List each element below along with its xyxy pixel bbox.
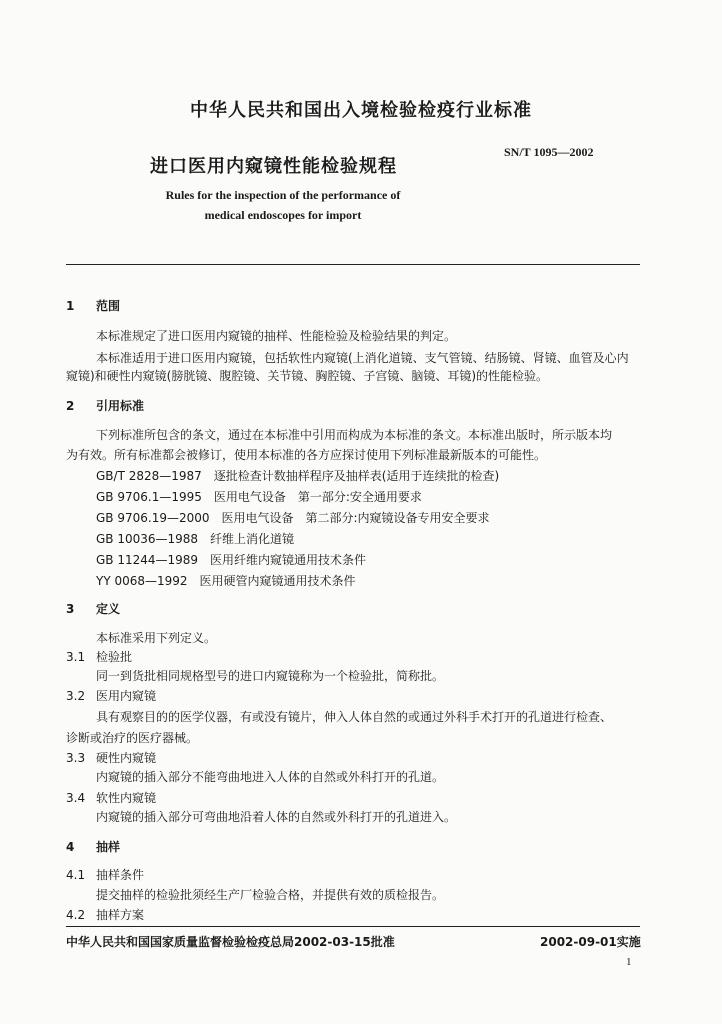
- reference-item: GB/T 2828—1987 逐批检查计数抽样程序及抽样表(适用于连续批的检查): [96, 469, 500, 483]
- paragraph: 本标准采用下列定义。: [96, 631, 217, 645]
- paragraph: 本标准适用于进口医用内窥镜，包括软性内窥镜(上消化道镜、支气管镜、结肠镜、肾镜、血管及心内: [96, 351, 629, 365]
- document-title-en-line1: Rules for the inspection of the performance of: [165, 188, 401, 202]
- section-3-heading: [66, 600, 120, 617]
- footer-divider: [66, 926, 640, 927]
- reference-item: GB 9706.1—1995 医用电气设备 第一部分:安全通用要求: [96, 490, 422, 504]
- section-2-heading: [66, 397, 144, 414]
- paragraph: 提交抽样的检验批须经生产厂检验合格，并提供有效的质检报告。: [96, 888, 445, 902]
- subsection-4-2-heading: 4.2 抽样方案: [66, 908, 145, 922]
- section-1-heading: [66, 297, 120, 314]
- reference-item: YY 0068—1992 医用硬管内窥镜通用技术条件: [96, 574, 356, 588]
- section-number: 2: [66, 399, 75, 413]
- reference-item: GB 10036—1988 纤维上消化道镜: [96, 532, 295, 546]
- definition-text: 诊断或治疗的医疗器械。: [66, 731, 199, 745]
- subsection-3-3-heading: 3.3 硬性内窥镜: [66, 751, 157, 765]
- definition-text: 具有观察目的的医学仪器，有或没有镜片，伸入人体自然的或通过外科手术打开的孔道进行检查、: [96, 710, 613, 724]
- section-4-heading: [66, 838, 120, 855]
- header-divider: [66, 264, 640, 265]
- section-number: 1: [66, 299, 75, 313]
- paragraph: 窥镜)和硬性内窥镜(膀胱镜、腹腔镜、关节镜、胸腔镜、子宫镜、脑镜、耳镜)的性能检验。: [66, 369, 549, 383]
- definition-text: 内窥镜的插入部分不能弯曲地进入人体的自然或外科打开的孔道。: [96, 770, 445, 784]
- paragraph: 本标准规定了进口医用内窥镜的抽样、性能检验及检验结果的判定。: [96, 329, 457, 343]
- standard-number: SN/T 1095—2002: [504, 145, 594, 159]
- document-title-cn: 进口医用内窥镜性能检验规程: [150, 156, 397, 177]
- document-title-en-line2: medical endoscopes for import: [204, 208, 362, 222]
- section-number: 3: [66, 602, 75, 616]
- reference-item: GB 9706.19—2000 医用电气设备 第二部分:内窥镜设备专用安全要求: [96, 511, 490, 525]
- subsection-3-2-heading: 3.2 医用内窥镜: [66, 689, 157, 703]
- definition-text: 内窥镜的插入部分可弯曲地沿着人体的自然或外科打开的孔道进入。: [96, 810, 457, 824]
- industry-standard-heading: 中华人民共和国出入境检验检疫行业标准: [190, 100, 532, 121]
- paragraph: 下列标准所包含的条文，通过在本标准中引用而构成为本标准的条文。本标准出版时，所示版本均: [96, 428, 613, 442]
- section-title: 引用标准: [96, 399, 145, 413]
- definition-text: 同一到货批相同规格型号的进口内窥镜称为一个检验批，简称批。: [96, 669, 445, 683]
- section-title: 定义: [96, 602, 121, 616]
- reference-item: GB 11244—1989 医用纤维内窥镜通用技术条件: [96, 553, 367, 567]
- approval-statement: 中华人民共和国国家质量监督检验检疫总局2002-03-15批准: [66, 935, 395, 949]
- subsection-3-1-heading: 3.1 检验批: [66, 650, 133, 664]
- subsection-3-4-heading: 3.4 软性内窥镜: [66, 791, 157, 805]
- page-number: 1: [626, 956, 632, 968]
- paragraph: 为有效。所有标准都会被修订，使用本标准的各方应探讨使用下列标准最新版本的可能性。: [66, 448, 547, 462]
- section-title: 范围: [96, 299, 121, 313]
- section-number: 4: [66, 840, 75, 854]
- effective-date: 2002-09-01实施: [540, 935, 641, 949]
- section-title: 抽样: [96, 840, 121, 854]
- subsection-4-1-heading: 4.1 抽样条件: [66, 868, 145, 882]
